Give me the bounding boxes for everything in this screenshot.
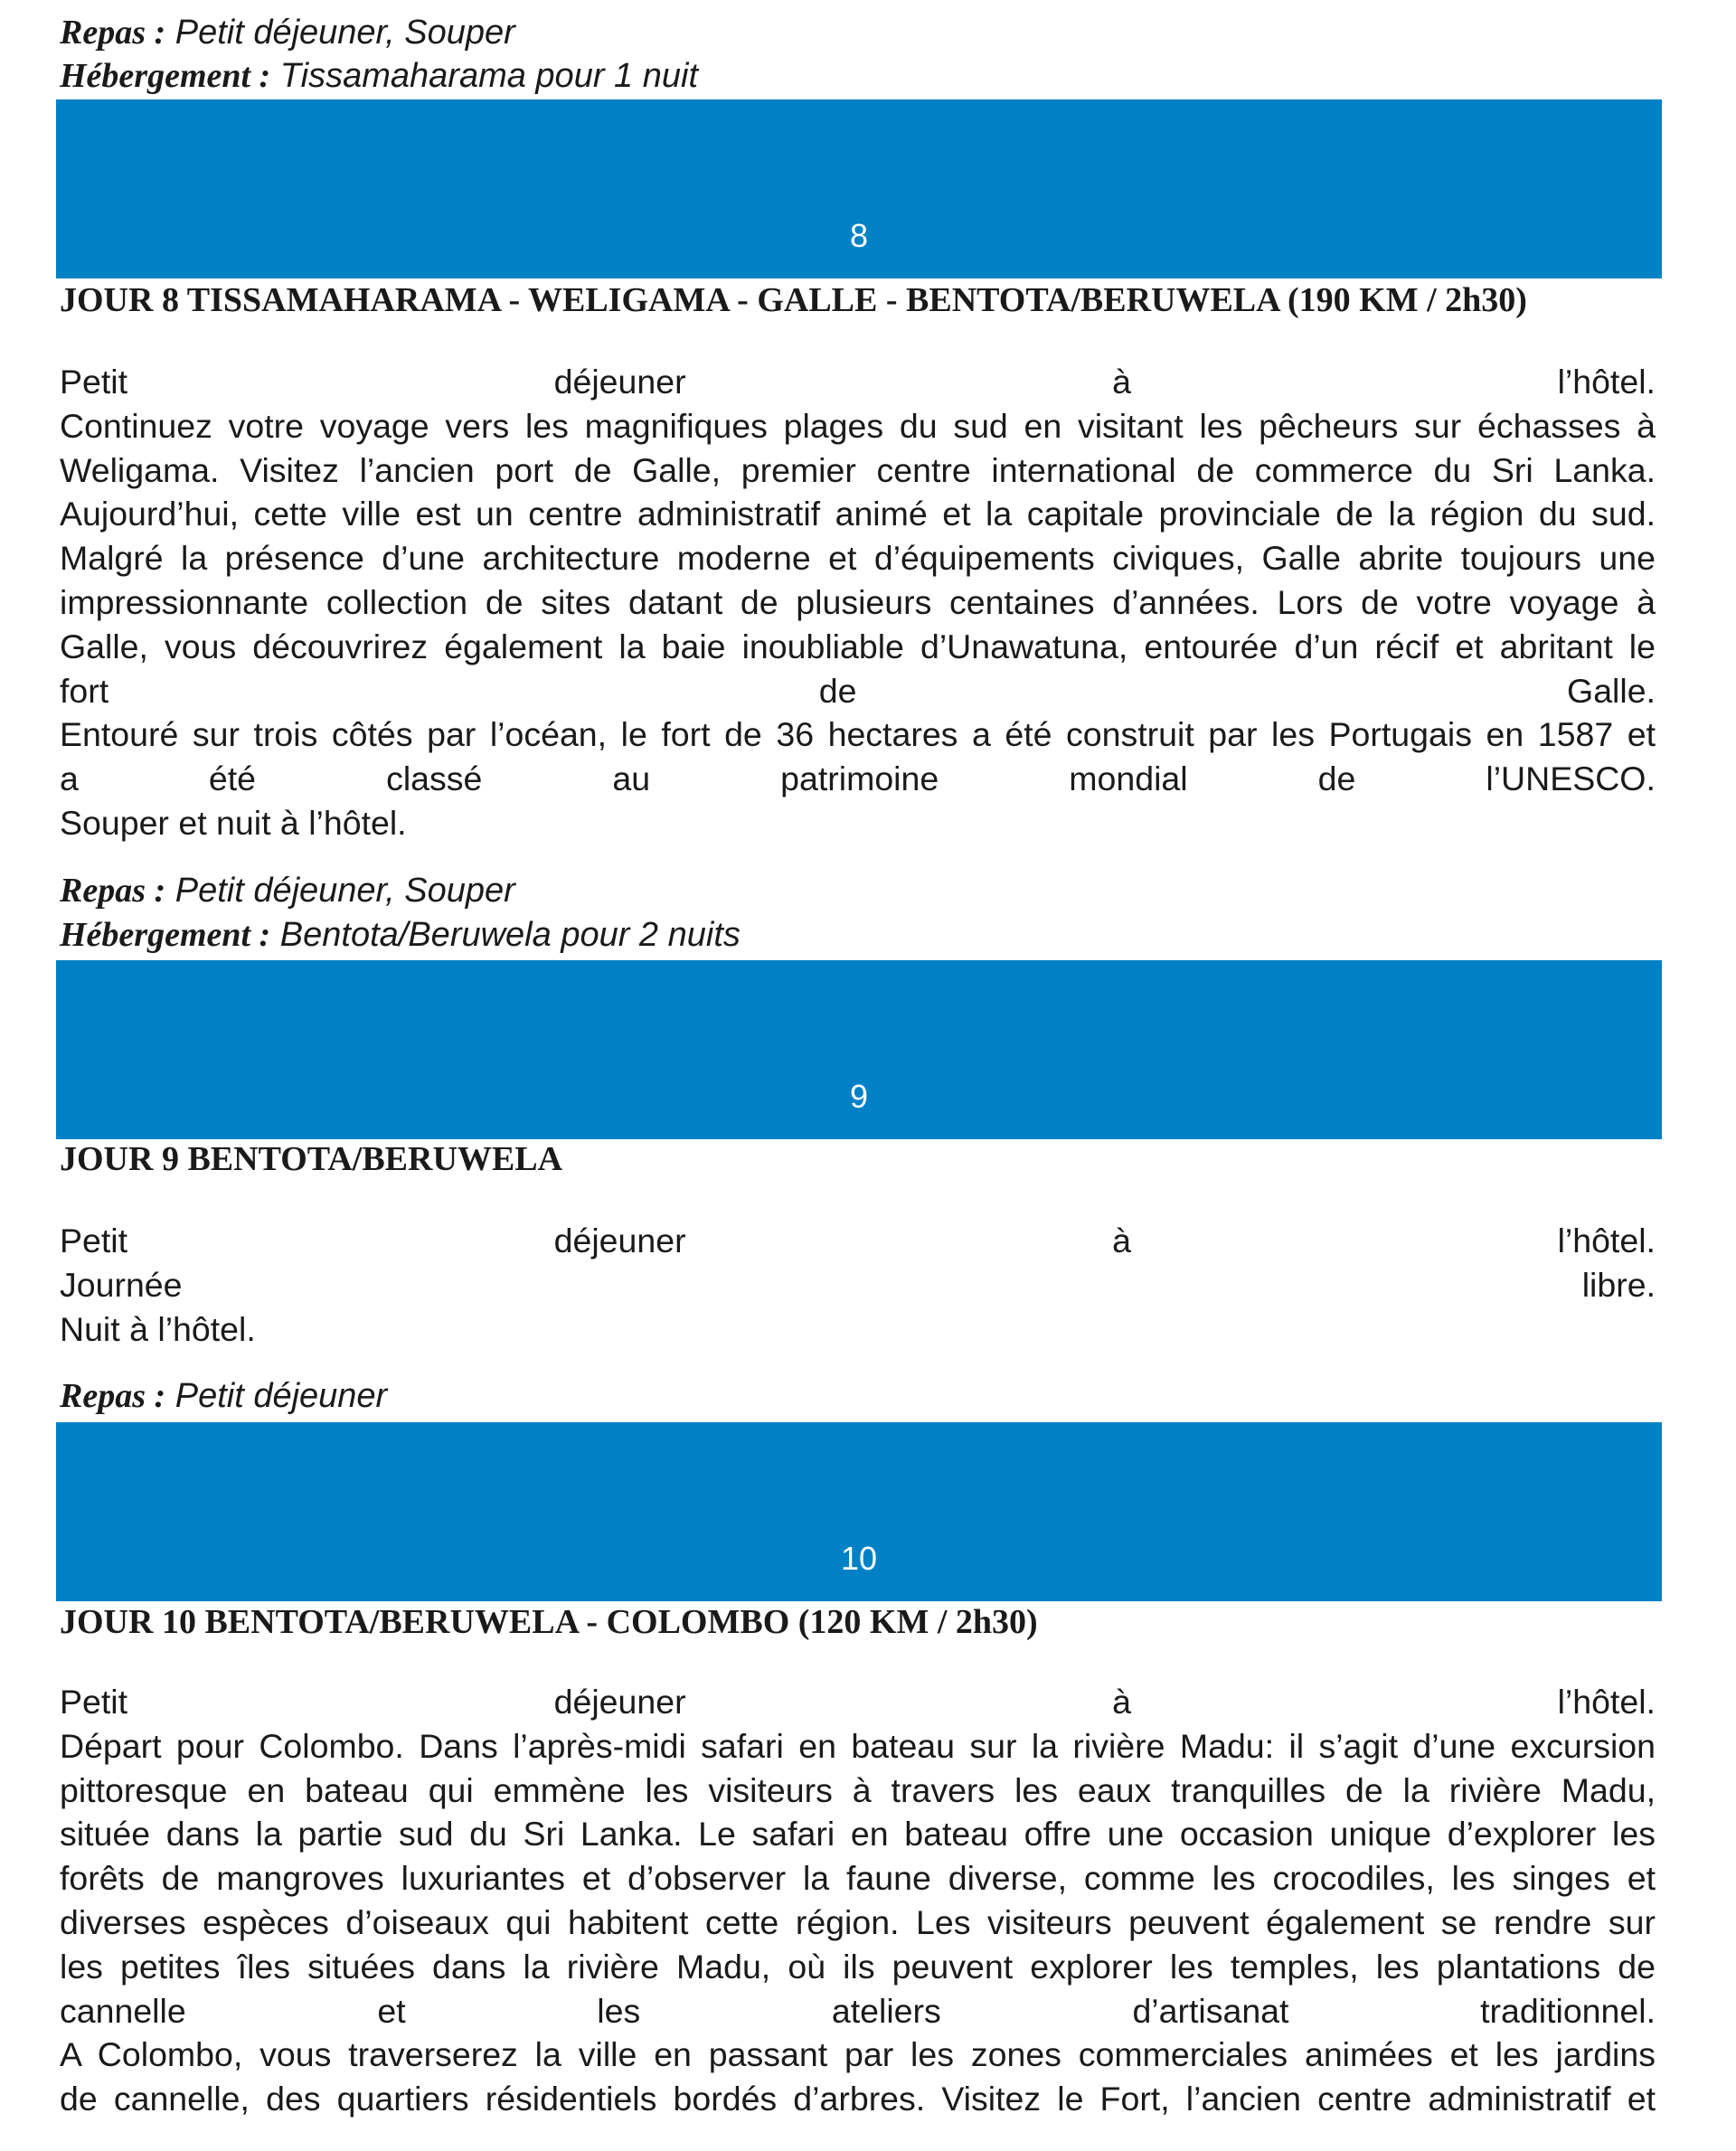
- line-word: d’artisanat: [1132, 1991, 1289, 2030]
- text-line: [60, 1769, 1656, 1813]
- text-line: [60, 1724, 1656, 1769]
- line-word: Galle, vous découvrirez également la baie inoubliable d’Unawatuna, entourée d’un récif et abritant le: [60, 627, 1656, 665]
- day9-number: 9: [849, 1078, 869, 1115]
- day7-repas-line: [60, 11, 515, 54]
- line-word: de: [818, 671, 857, 710]
- line-word: pittoresque en bateau qui emmène les visiteurs à travers les eaux tranquilles de la rivière Madu,: [60, 1770, 1656, 1809]
- text-line: [60, 1856, 1656, 1901]
- text-line: [60, 669, 1656, 713]
- line-word: à: [1112, 1222, 1131, 1259]
- text-line: [60, 492, 1656, 536]
- line-word: à: [1112, 363, 1131, 401]
- line-word: patrimoine: [780, 759, 939, 798]
- day9-body: [60, 1219, 1656, 1351]
- line-word: l’hôtel.: [1557, 1222, 1656, 1259]
- hebergement-label: Hébergement :: [60, 57, 271, 95]
- text-line: [60, 2033, 1656, 2077]
- line-word: déjeuner: [553, 1222, 686, 1259]
- line-word: au: [612, 759, 651, 798]
- day10-body: [60, 1680, 1656, 2121]
- line-word: classé: [386, 759, 483, 798]
- line-word: de cannelle, des quartiers résidentiels bordés d’arbres. Visitez le Fort, l’ancien centre administratif et: [60, 2080, 1656, 2118]
- line-word: fort: [60, 671, 109, 710]
- line-word: l’UNESCO.: [1486, 759, 1656, 798]
- line-word: mondial: [1069, 759, 1188, 798]
- repas-label: Repas :: [60, 1377, 166, 1415]
- line-word: traditionnel.: [1480, 1991, 1656, 2030]
- day10-banner: [56, 1422, 1662, 1601]
- repas-value: Petit déjeuner: [175, 1377, 388, 1415]
- day9-banner: [56, 960, 1662, 1139]
- text-line: [60, 757, 1656, 801]
- text-line: [60, 625, 1656, 669]
- line-word: été: [208, 759, 257, 798]
- line-word: Souper et nuit à l’hôtel.: [60, 803, 407, 842]
- text-line: [60, 2077, 1656, 2121]
- line-word: diverses espèces d’oiseaux qui habitent cette région. Les visiteurs peuvent également se rendre sur: [60, 1902, 1656, 1941]
- line-word: déjeuner: [553, 363, 686, 401]
- line-word: impressionnante collection de sites datant de plusieurs centaines d’années. Lors de votre voyage à: [60, 582, 1656, 621]
- line-word: Petit: [60, 1222, 128, 1259]
- repas-value: Petit déjeuner, Souper: [175, 872, 515, 910]
- line-word: Journée: [60, 1265, 183, 1304]
- line-word: cannelle: [60, 1991, 186, 2030]
- day10-number: 10: [840, 1540, 878, 1577]
- repas-label: Repas :: [60, 14, 166, 52]
- day7-hebergement-line: [60, 54, 698, 98]
- text-line: [60, 1680, 1656, 1724]
- line-word: de: [1317, 759, 1356, 798]
- text-line: [60, 1263, 1656, 1307]
- text-line: [60, 536, 1656, 580]
- text-line: [60, 1901, 1656, 1945]
- line-word: Nuit à l’hôtel.: [60, 1309, 256, 1348]
- line-word: l’hôtel.: [1557, 363, 1656, 401]
- text-line: [60, 1812, 1656, 1856]
- hebergement-label: Hébergement :: [60, 916, 271, 954]
- text-line: [60, 801, 1656, 845]
- line-word: située dans la partie sud du Sri Lanka. Le safari en bateau offre une occasion unique d’explorer les: [60, 1815, 1656, 1854]
- line-word: Petit: [60, 1683, 128, 1721]
- line-word: à: [1112, 1683, 1131, 1721]
- line-word: Continuez votre voyage vers les magnifiques plages du sud en visitant les pêcheurs sur échasses à: [60, 406, 1656, 445]
- line-word: les petites îles situées dans la rivière Madu, où ils peuvent explorer les temples, les plantations de: [60, 1947, 1656, 1986]
- line-word: Petit: [60, 363, 128, 401]
- line-word: Weligama. Visitez l’ancien port de Galle, premier centre international de commerce du Sri Lanka.: [60, 450, 1656, 489]
- line-word: a: [60, 759, 79, 798]
- line-word: les: [597, 1991, 641, 2030]
- line-word: Départ pour Colombo. Dans l’après-midi safari en bateau sur la rivière Madu: il s’agit d’une excursion: [60, 1726, 1656, 1765]
- repas-label: Repas :: [60, 872, 166, 910]
- text-line: [60, 1219, 1656, 1263]
- line-word: Galle.: [1567, 671, 1656, 710]
- line-word: Entouré sur trois côtés par l’océan, le fort de 36 hectares a été construit par les Portugais en 1587 et: [60, 715, 1656, 754]
- day8-repas-line: [60, 869, 515, 912]
- day8-banner: [56, 99, 1662, 278]
- text-line: [60, 1989, 1656, 2033]
- day8-hebergement-line: [60, 913, 741, 957]
- text-line: [60, 1307, 1656, 1352]
- line-word: l’hôtel.: [1557, 1683, 1656, 1721]
- line-word: A Colombo, vous traverserez la ville en passant par les zones commerciales animées et les jardins: [60, 2035, 1656, 2074]
- day9-repas-line: [60, 1374, 387, 1418]
- line-word: Aujourd’hui, cette ville est un centre administratif animé et la capitale provinciale de la région du sud.: [60, 495, 1656, 533]
- line-word: ateliers: [831, 1991, 941, 2030]
- line-word: forêts de mangroves luxuriantes et d’observer la faune diverse, comme les crocodiles, les singes et: [60, 1859, 1656, 1898]
- day10-title: JOUR 10 BENTOTA/BERUWELA - COLOMBO (120 KM / 2h30): [60, 1603, 1038, 1641]
- hebergement-value: Bentota/Beruwela pour 2 nuits: [279, 916, 741, 954]
- line-word: libre.: [1581, 1265, 1656, 1304]
- day9-title: JOUR 9 BENTOTA/BERUWELA: [60, 1140, 563, 1178]
- day8-number: 8: [849, 217, 869, 254]
- line-word: Malgré la présence d’une architecture moderne et d’équipements civiques, Galle abrite toujours une: [60, 539, 1656, 578]
- text-line: [60, 1945, 1656, 1989]
- line-word: et: [377, 1991, 406, 2030]
- text-line: [60, 712, 1656, 757]
- text-line: [60, 360, 1656, 404]
- hebergement-value: Tissamaharama pour 1 nuit: [279, 57, 698, 95]
- text-line: [60, 580, 1656, 625]
- text-line: [60, 404, 1656, 448]
- day8-title: JOUR 8 TISSAMAHARAMA - WELIGAMA - GALLE - BENTOTA/BERUWELA (190 KM / 2h30): [60, 281, 1527, 319]
- line-word: déjeuner: [553, 1683, 686, 1721]
- text-line: [60, 448, 1656, 493]
- repas-value: Petit déjeuner, Souper: [175, 14, 515, 52]
- day8-body: [60, 360, 1656, 845]
